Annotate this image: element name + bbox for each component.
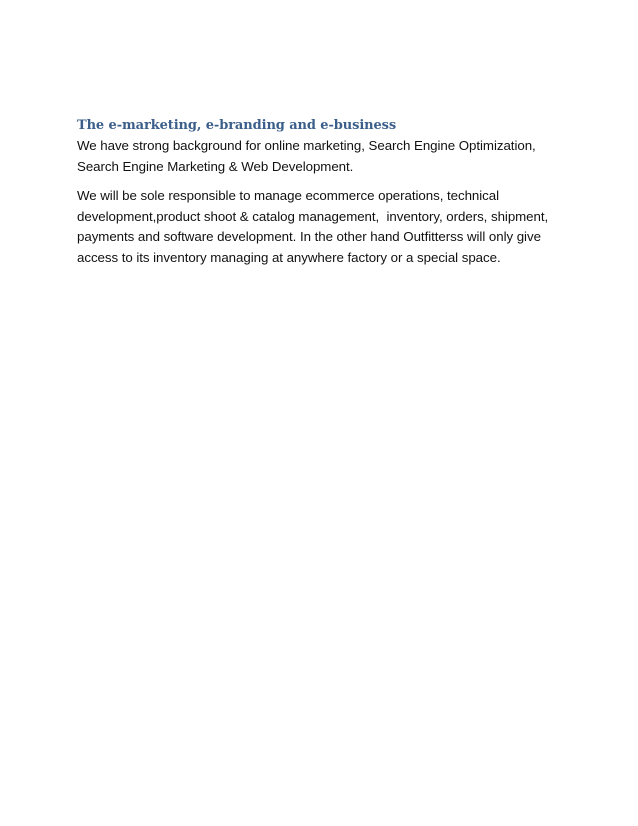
paragraph-line: access to its inventory managing at anywhere factory or a special space. <box>77 249 501 265</box>
paragraph-responsibilities <box>77 186 567 268</box>
document-body <box>77 116 567 268</box>
section-heading: The e-marketing, e-branding and e-business <box>77 118 397 133</box>
paragraph-line: payments and software development. In the other hand Outfitterss will only give <box>77 229 541 244</box>
paragraph-line: We have strong background for online marketing, Search Engine Optimization, <box>77 138 536 153</box>
paragraph-line: development,product shoot & catalog management, inventory, orders, shipment, <box>77 208 549 224</box>
paragraph-line: Search Engine Marketing & Web Development. <box>77 158 354 174</box>
paragraph-line: We will be sole responsible to manage ecommerce operations, technical <box>77 188 500 203</box>
paragraph-background <box>77 136 567 177</box>
